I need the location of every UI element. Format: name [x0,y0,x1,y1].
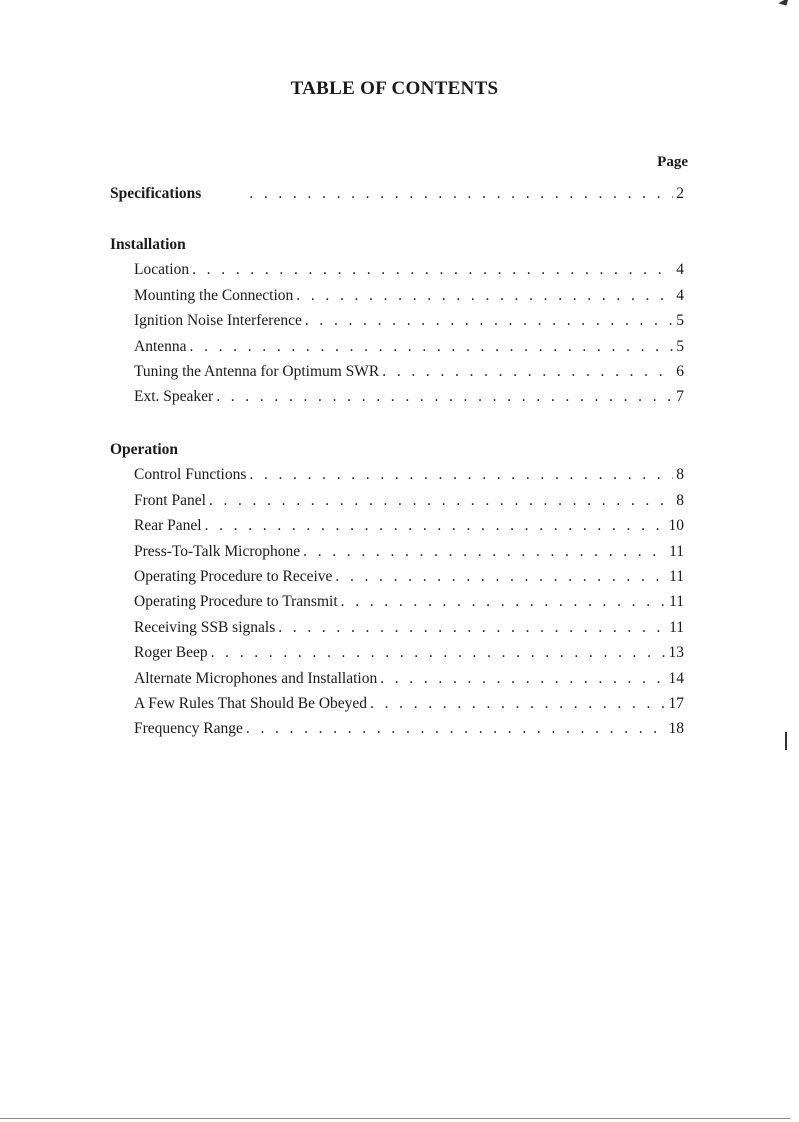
dot-leader [305,308,673,333]
toc-entry-press-to-talk-microphone[interactable] [110,539,684,564]
toc-entry-front-panel[interactable] [110,488,684,513]
toc-entry-control-functions[interactable] [110,462,684,487]
toc-entry-mounting-the-connection[interactable] [110,283,684,308]
toc-entry-label: Mounting the Connection [134,286,294,304]
toc-entry-frequency-range[interactable] [110,716,684,741]
toc-entry-ext-speaker[interactable] [110,384,684,409]
toc-entry-page: 11 [669,542,684,560]
toc-entry-antenna[interactable] [110,334,684,359]
toc-entry-label: Ignition Noise Interference [134,312,302,330]
scan-margin-mark [785,732,787,750]
toc-entry-label: Antenna [134,337,187,355]
dot-leader [190,334,674,359]
dot-leader [335,564,666,589]
toc-entry-page: 6 [676,362,684,380]
dot-leader [246,716,666,741]
toc-entry-label: Operating Procedure to Receive [134,567,333,585]
toc-entry-label: A Few Rules That Should Be Obeyed [134,694,368,712]
toc-entry-page: 13 [668,644,684,662]
toc-entry-label: Specifications [110,185,202,202]
toc-entry-ignition-noise-interference[interactable] [110,308,684,333]
toc-entry-label: Tuning the Antenna for Optimum SWR [134,362,380,380]
dot-leader [249,462,673,487]
toc-entry-label: Rear Panel [134,517,202,535]
dot-leader [249,181,673,206]
dot-leader [216,384,673,409]
dot-leader [211,640,666,665]
toc-entry-page: 2 [676,185,684,202]
toc-entry-page: 17 [668,694,684,712]
toc-entry-rear-panel[interactable] [110,513,684,538]
dot-leader [205,513,666,538]
page-column-header: Page [657,154,688,170]
section-heading-operation: Operation [110,441,179,458]
toc-entry-label: Frequency Range [134,720,243,738]
section-heading-installation: Installation [110,236,186,253]
toc-entry-page: 5 [676,337,684,355]
toc-entry-location[interactable] [110,257,684,282]
toc-entry-label: Location [134,261,190,279]
toc-entry-page: 11 [669,593,684,611]
toc-entry-page: 7 [676,388,684,406]
toc-entry-label: Operating Procedure to Transmit [134,593,338,611]
toc-entry-label: Ext. Speaker [134,388,214,406]
toc-entry-page: 14 [668,669,684,687]
toc-operation-section [110,437,684,742]
toc-specifications-section [110,181,684,206]
scan-corner-mark [778,0,791,9]
dot-leader [296,283,673,308]
toc-entry-page: 8 [676,491,684,509]
dot-leader [382,359,673,384]
toc-entry-page: 18 [668,720,684,738]
dot-leader [341,589,666,614]
page-title: TABLE OF CONTENTS [290,78,499,99]
dot-leader [380,666,665,691]
toc-entry-page: 11 [669,567,684,585]
toc-entry-page: 8 [676,466,684,484]
toc-entry-operating-procedure-receive[interactable] [110,564,684,589]
toc-entry-page: 4 [676,286,684,304]
dot-leader [192,257,673,282]
dot-leader [209,488,673,513]
toc-entry-label: Front Panel [134,491,206,509]
toc-entry-page: 10 [668,517,684,535]
toc-entry-alternate-microphones[interactable] [110,666,684,691]
toc-entry-page: 5 [676,312,684,330]
page-bottom-edge [0,1118,790,1119]
toc-entry-page: 4 [676,261,684,279]
toc-entry-label: Alternate Microphones and Installation [134,669,378,687]
toc-entry-label: Control Functions [134,466,247,484]
dot-leader [278,615,666,640]
toc-entry-page: 11 [669,618,684,636]
toc-entry-few-rules[interactable] [110,691,684,716]
toc-entry-operating-procedure-transmit[interactable] [110,589,684,614]
toc-entry-label: Press-To-Talk Microphone [134,542,301,560]
toc-entry-receiving-ssb-signals[interactable] [110,615,684,640]
toc-entry-tuning-the-antenna[interactable] [110,359,684,384]
toc-entry-specifications[interactable] [110,181,684,206]
dot-leader [370,691,665,716]
toc-entry-label: Receiving SSB signals [134,618,276,636]
dot-leader [303,539,666,564]
toc-entry-label: Roger Beep [134,644,208,662]
toc-installation-section [110,232,684,410]
toc-entry-roger-beep[interactable] [110,640,684,665]
